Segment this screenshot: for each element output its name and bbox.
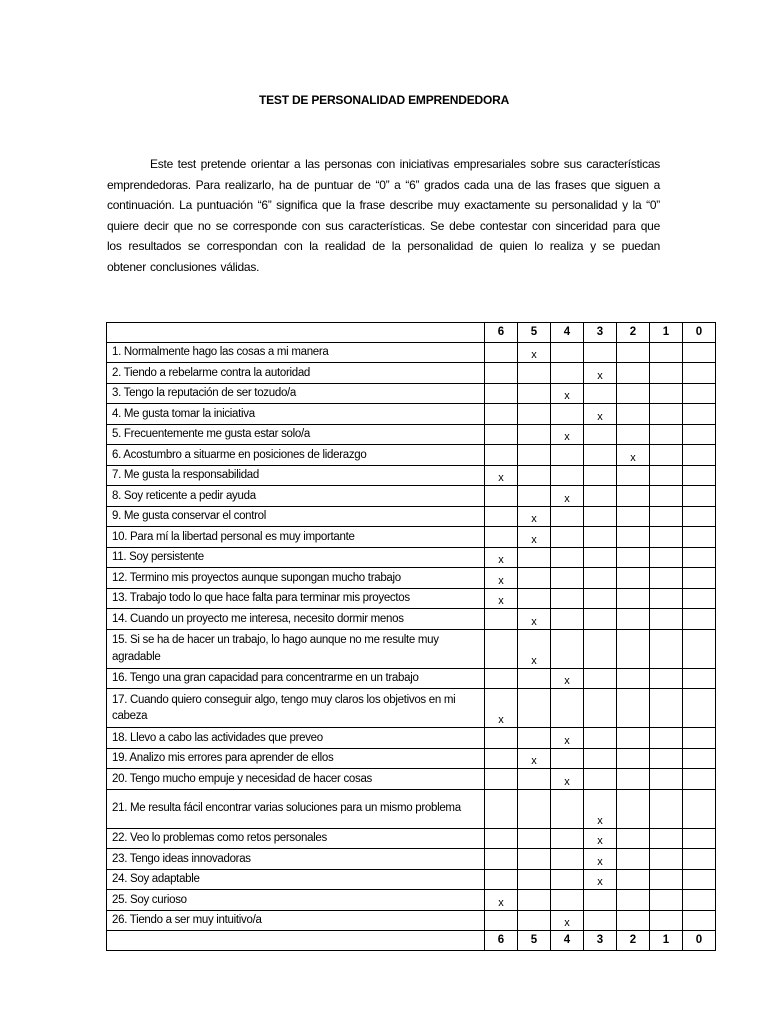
question-text: 12. Termino mis proyectos aunque supongan mucho trabajo bbox=[107, 568, 485, 589]
score-cell bbox=[485, 828, 518, 849]
score-cell bbox=[683, 849, 716, 870]
score-cell bbox=[485, 728, 518, 749]
score-cell bbox=[584, 568, 617, 589]
score-cell bbox=[551, 363, 584, 384]
score-cell bbox=[650, 588, 683, 609]
score-cell bbox=[584, 383, 617, 404]
score-cell bbox=[650, 629, 683, 668]
question-text: 22. Veo lo problemas como retos personales bbox=[107, 828, 485, 849]
score-cell bbox=[485, 849, 518, 870]
score-cell bbox=[551, 527, 584, 548]
score-cell bbox=[683, 910, 716, 931]
score-cell bbox=[617, 342, 650, 363]
scale-header-cell: 3 bbox=[584, 323, 617, 343]
score-cell bbox=[518, 689, 551, 728]
scale-header-cell: 1 bbox=[650, 931, 683, 951]
score-cell bbox=[518, 383, 551, 404]
score-cell bbox=[650, 789, 683, 828]
score-cell bbox=[518, 445, 551, 466]
score-cell bbox=[518, 849, 551, 870]
score-mark: x bbox=[551, 769, 584, 790]
score-cell bbox=[518, 890, 551, 911]
score-mark: x bbox=[617, 445, 650, 466]
score-mark: x bbox=[584, 404, 617, 425]
score-cell bbox=[584, 486, 617, 507]
score-cell bbox=[617, 383, 650, 404]
score-cell bbox=[518, 869, 551, 890]
question-row bbox=[107, 789, 716, 828]
score-cell bbox=[617, 629, 650, 668]
question-text: 19. Analizo mis errores para aprender de ellos bbox=[107, 748, 485, 769]
score-cell bbox=[683, 869, 716, 890]
question-row bbox=[107, 342, 716, 363]
question-row bbox=[107, 445, 716, 466]
score-cell bbox=[485, 486, 518, 507]
score-cell bbox=[650, 363, 683, 384]
question-text: 3. Tengo la reputación de ser tozudo/a bbox=[107, 383, 485, 404]
question-row bbox=[107, 486, 716, 507]
question-text: 8. Soy reticente a pedir ayuda bbox=[107, 486, 485, 507]
score-cell bbox=[617, 769, 650, 790]
score-cell bbox=[683, 486, 716, 507]
question-row bbox=[107, 609, 716, 630]
score-cell bbox=[584, 465, 617, 486]
scale-header-cell: 6 bbox=[485, 323, 518, 343]
scale-header-cell: 3 bbox=[584, 931, 617, 951]
score-mark: x bbox=[584, 363, 617, 384]
score-mark: x bbox=[584, 869, 617, 890]
score-cell bbox=[617, 424, 650, 445]
scale-header-cell: 4 bbox=[551, 323, 584, 343]
score-cell bbox=[584, 728, 617, 749]
score-cell bbox=[485, 748, 518, 769]
score-cell bbox=[617, 828, 650, 849]
score-cell bbox=[650, 890, 683, 911]
question-row bbox=[107, 910, 716, 931]
score-cell bbox=[485, 910, 518, 931]
score-cell bbox=[617, 465, 650, 486]
score-cell bbox=[518, 465, 551, 486]
score-cell bbox=[683, 342, 716, 363]
score-cell bbox=[683, 506, 716, 527]
question-row bbox=[107, 728, 716, 749]
score-cell bbox=[650, 910, 683, 931]
score-cell bbox=[518, 588, 551, 609]
question-text: 21. Me resulta fácil encontrar varias soluciones para un mismo problema bbox=[107, 789, 485, 828]
scale-header-cell: 4 bbox=[551, 931, 584, 951]
score-cell bbox=[485, 506, 518, 527]
question-text: 26. Tiendo a ser muy intuitivo/a bbox=[107, 910, 485, 931]
score-mark: x bbox=[485, 588, 518, 609]
score-cell bbox=[485, 609, 518, 630]
question-row bbox=[107, 869, 716, 890]
score-mark: x bbox=[485, 465, 518, 486]
question-text: 2. Tiendo a rebelarme contra la autoridad bbox=[107, 363, 485, 384]
score-cell bbox=[683, 527, 716, 548]
score-mark: x bbox=[518, 342, 551, 363]
score-cell bbox=[518, 789, 551, 828]
score-cell bbox=[617, 506, 650, 527]
score-mark: x bbox=[584, 789, 617, 828]
question-row bbox=[107, 689, 716, 728]
questionnaire-table bbox=[106, 322, 716, 951]
question-text: 11. Soy persistente bbox=[107, 547, 485, 568]
score-mark: x bbox=[518, 748, 551, 769]
question-row bbox=[107, 568, 716, 589]
score-cell bbox=[485, 404, 518, 425]
score-cell bbox=[650, 849, 683, 870]
score-cell bbox=[485, 769, 518, 790]
score-mark: x bbox=[584, 849, 617, 870]
score-mark: x bbox=[485, 547, 518, 568]
score-cell bbox=[584, 588, 617, 609]
score-cell bbox=[584, 668, 617, 689]
score-cell bbox=[650, 506, 683, 527]
question-row bbox=[107, 363, 716, 384]
score-cell bbox=[650, 748, 683, 769]
question-row bbox=[107, 424, 716, 445]
question-text: 17. Cuando quiero conseguir algo, tengo muy claros los objetivos en mi cabeza bbox=[107, 689, 485, 728]
score-cell bbox=[683, 445, 716, 466]
score-cell bbox=[650, 424, 683, 445]
score-mark: x bbox=[518, 506, 551, 527]
score-cell bbox=[617, 728, 650, 749]
score-mark: x bbox=[518, 527, 551, 548]
score-cell bbox=[551, 404, 584, 425]
scale-header-row bbox=[107, 323, 716, 343]
question-row bbox=[107, 588, 716, 609]
score-cell bbox=[617, 748, 650, 769]
score-cell bbox=[485, 424, 518, 445]
score-cell bbox=[584, 890, 617, 911]
question-text: 1. Normalmente hago las cosas a mi manera bbox=[107, 342, 485, 363]
question-text: 16. Tengo una gran capacidad para concentrarme en un trabajo bbox=[107, 668, 485, 689]
intro-paragraph: Este test pretende orientar a las personas con iniciativas empresariales sobre sus características emprendedoras. Para realizarlo, ha de puntuar de “0” a “6” grados cada una de las frases que siguen a continuación. La puntuación “6” significa que la frase describe muy exactamente su personalidad y la “0” quiere decir que no se corresponde con sus características. Se debe contestar con sinceridad para que los resultados se correspondan con la realidad de la personalidad de quien lo realiza y se puedan obtener conclusiones válidas. bbox=[107, 157, 660, 274]
score-cell bbox=[617, 689, 650, 728]
score-cell bbox=[683, 769, 716, 790]
score-cell bbox=[617, 486, 650, 507]
score-cell bbox=[650, 465, 683, 486]
score-cell bbox=[650, 486, 683, 507]
question-row bbox=[107, 383, 716, 404]
question-row bbox=[107, 828, 716, 849]
score-cell bbox=[617, 849, 650, 870]
score-cell bbox=[584, 689, 617, 728]
score-cell bbox=[485, 445, 518, 466]
question-text: 18. Llevo a cabo las actividades que preveo bbox=[107, 728, 485, 749]
score-cell bbox=[683, 668, 716, 689]
question-text: 10. Para mí la libertad personal es muy importante bbox=[107, 527, 485, 548]
score-cell bbox=[551, 568, 584, 589]
score-mark: x bbox=[551, 424, 584, 445]
score-cell bbox=[518, 404, 551, 425]
score-cell bbox=[683, 609, 716, 630]
scale-header-cell: 6 bbox=[485, 931, 518, 951]
score-cell bbox=[650, 527, 683, 548]
score-mark: x bbox=[551, 383, 584, 404]
score-cell bbox=[551, 445, 584, 466]
score-cell bbox=[518, 668, 551, 689]
header-blank-cell bbox=[107, 931, 485, 951]
score-cell bbox=[584, 748, 617, 769]
score-cell bbox=[551, 748, 584, 769]
score-cell bbox=[617, 910, 650, 931]
score-mark: x bbox=[485, 689, 518, 728]
question-text: 14. Cuando un proyecto me interesa, necesito dormir menos bbox=[107, 609, 485, 630]
score-cell bbox=[518, 910, 551, 931]
score-cell bbox=[683, 689, 716, 728]
score-cell bbox=[551, 629, 584, 668]
score-cell bbox=[650, 547, 683, 568]
question-row bbox=[107, 404, 716, 425]
score-cell bbox=[584, 506, 617, 527]
score-cell bbox=[650, 689, 683, 728]
score-cell bbox=[617, 568, 650, 589]
score-cell bbox=[683, 828, 716, 849]
question-row bbox=[107, 465, 716, 486]
score-mark: x bbox=[551, 910, 584, 931]
score-cell bbox=[584, 769, 617, 790]
question-text: 5. Frecuentemente me gusta estar solo/a bbox=[107, 424, 485, 445]
question-row bbox=[107, 506, 716, 527]
score-cell bbox=[485, 383, 518, 404]
scale-header-cell: 1 bbox=[650, 323, 683, 343]
score-cell bbox=[683, 424, 716, 445]
score-cell bbox=[650, 568, 683, 589]
question-text: 9. Me gusta conservar el control bbox=[107, 506, 485, 527]
score-cell bbox=[485, 668, 518, 689]
scale-header-cell: 0 bbox=[683, 323, 716, 343]
score-cell bbox=[650, 445, 683, 466]
question-text: 6. Acostumbro a situarme en posiciones de liderazgo bbox=[107, 445, 485, 466]
score-cell bbox=[683, 728, 716, 749]
score-cell bbox=[683, 748, 716, 769]
question-row bbox=[107, 547, 716, 568]
score-cell bbox=[485, 363, 518, 384]
question-text: 15. Si se ha de hacer un trabajo, lo hago aunque no me resulte muy agradable bbox=[107, 629, 485, 668]
score-cell bbox=[683, 465, 716, 486]
score-cell bbox=[617, 609, 650, 630]
score-cell bbox=[551, 342, 584, 363]
question-text: 25. Soy curioso bbox=[107, 890, 485, 911]
score-cell bbox=[518, 363, 551, 384]
score-cell bbox=[617, 363, 650, 384]
question-row bbox=[107, 668, 716, 689]
score-cell bbox=[683, 547, 716, 568]
score-cell bbox=[617, 668, 650, 689]
score-cell bbox=[485, 527, 518, 548]
score-mark: x bbox=[551, 668, 584, 689]
score-cell bbox=[551, 588, 584, 609]
question-text: 24. Soy adaptable bbox=[107, 869, 485, 890]
score-cell bbox=[617, 404, 650, 425]
score-cell bbox=[518, 486, 551, 507]
score-cell bbox=[617, 869, 650, 890]
score-cell bbox=[584, 910, 617, 931]
score-cell bbox=[650, 404, 683, 425]
score-mark: x bbox=[518, 609, 551, 630]
score-cell bbox=[518, 828, 551, 849]
score-cell bbox=[551, 869, 584, 890]
score-mark: x bbox=[485, 568, 518, 589]
score-cell bbox=[650, 668, 683, 689]
question-row bbox=[107, 890, 716, 911]
score-cell bbox=[683, 383, 716, 404]
question-text: 4. Me gusta tomar la iniciativa bbox=[107, 404, 485, 425]
question-text: 13. Trabajo todo lo que hace falta para terminar mis proyectos bbox=[107, 588, 485, 609]
score-cell bbox=[584, 609, 617, 630]
question-text: 7. Me gusta la responsabilidad bbox=[107, 465, 485, 486]
score-cell bbox=[650, 828, 683, 849]
scale-header-cell: 0 bbox=[683, 931, 716, 951]
scale-header-cell: 2 bbox=[617, 931, 650, 951]
question-row bbox=[107, 629, 716, 668]
score-cell bbox=[551, 689, 584, 728]
scale-header-cell: 5 bbox=[518, 931, 551, 951]
document-title: TEST DE PERSONALIDAD EMPRENDEDORA bbox=[258, 93, 510, 107]
score-cell bbox=[551, 849, 584, 870]
scale-header-cell: 5 bbox=[518, 323, 551, 343]
score-cell bbox=[683, 404, 716, 425]
score-cell bbox=[650, 769, 683, 790]
scale-header-cell: 2 bbox=[617, 323, 650, 343]
score-cell bbox=[617, 588, 650, 609]
question-row bbox=[107, 748, 716, 769]
score-cell bbox=[485, 789, 518, 828]
score-cell bbox=[683, 588, 716, 609]
score-cell bbox=[551, 828, 584, 849]
header-blank-cell bbox=[107, 323, 485, 343]
score-cell bbox=[518, 568, 551, 589]
score-mark: x bbox=[551, 728, 584, 749]
score-cell bbox=[650, 342, 683, 363]
question-text: 23. Tengo ideas innovadoras bbox=[107, 849, 485, 870]
score-cell bbox=[584, 445, 617, 466]
score-cell bbox=[518, 728, 551, 749]
score-cell bbox=[551, 547, 584, 568]
score-cell bbox=[683, 890, 716, 911]
scale-footer-row bbox=[107, 931, 716, 951]
score-cell bbox=[584, 342, 617, 363]
score-cell bbox=[584, 527, 617, 548]
score-cell bbox=[518, 769, 551, 790]
score-cell bbox=[518, 547, 551, 568]
score-cell bbox=[584, 424, 617, 445]
score-cell bbox=[551, 609, 584, 630]
score-cell bbox=[683, 568, 716, 589]
score-cell bbox=[485, 869, 518, 890]
score-mark: x bbox=[485, 890, 518, 911]
score-cell bbox=[518, 424, 551, 445]
score-cell bbox=[551, 890, 584, 911]
score-cell bbox=[584, 547, 617, 568]
score-cell bbox=[617, 547, 650, 568]
score-cell bbox=[551, 506, 584, 527]
score-cell bbox=[485, 342, 518, 363]
question-row bbox=[107, 849, 716, 870]
score-mark: x bbox=[518, 629, 551, 668]
score-cell bbox=[650, 609, 683, 630]
score-cell bbox=[617, 890, 650, 911]
score-cell bbox=[683, 789, 716, 828]
score-cell bbox=[551, 465, 584, 486]
score-cell bbox=[683, 629, 716, 668]
question-row bbox=[107, 769, 716, 790]
score-cell bbox=[617, 789, 650, 828]
score-cell bbox=[584, 629, 617, 668]
score-cell bbox=[485, 629, 518, 668]
score-mark: x bbox=[551, 486, 584, 507]
score-mark: x bbox=[584, 828, 617, 849]
question-row bbox=[107, 527, 716, 548]
score-cell bbox=[683, 363, 716, 384]
score-cell bbox=[650, 728, 683, 749]
score-cell bbox=[650, 383, 683, 404]
question-text: 20. Tengo mucho empuje y necesidad de hacer cosas bbox=[107, 769, 485, 790]
score-cell bbox=[650, 869, 683, 890]
score-cell bbox=[551, 789, 584, 828]
score-cell bbox=[617, 527, 650, 548]
